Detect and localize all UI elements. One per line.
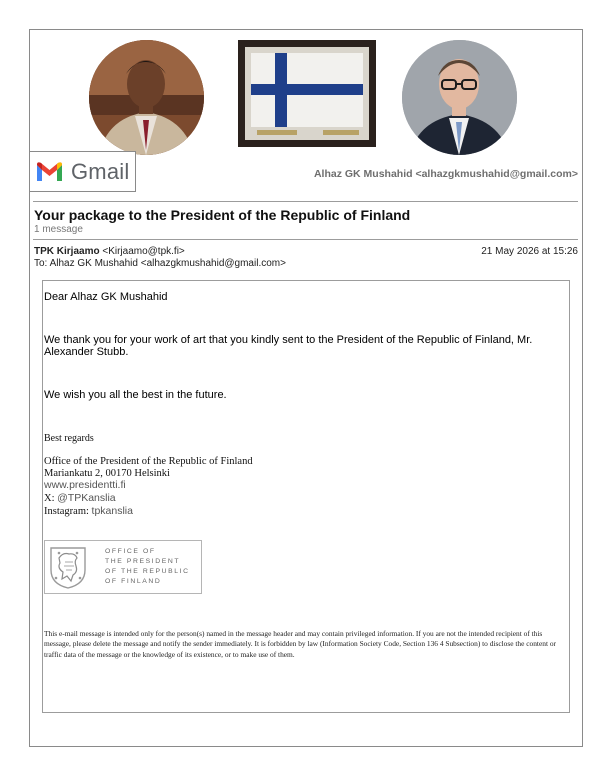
recipient-photo [402, 40, 517, 155]
signature-x-line [44, 493, 116, 505]
closing: Best regards [44, 433, 94, 444]
gmail-logo [29, 151, 136, 192]
gmail-wordmark: Gmail [71, 159, 130, 184]
recipient-line: To: Alhaz GK Mushahid <alhazgkmushahid@gmail.com> [34, 258, 286, 269]
sender-email: <Kirjaamo@tpk.fi> [102, 246, 185, 257]
signature-office: Office of the President of the Republic of Finland [44, 456, 253, 467]
sender-line [34, 246, 185, 257]
sender-portrait-image [89, 40, 204, 155]
x-label: X: [44, 493, 55, 504]
logo-text-line: THE PRESIDENT [105, 558, 181, 565]
salutation: Dear Alhaz GK Mushahid [44, 291, 168, 303]
body-paragraph-1: We thank you for your work of art that you kindly sent to the President of the Republic of Finland, Mr. Alexander Stubb. [44, 334, 533, 358]
legal-disclaimer: This e-mail message is intended only for the person(s) named in the message header and may contain privileged information. If you are not the intended recipient of this message, please delete the message and notify the sender immediately. It is forbidden by law (Information Society Code, Section 136 4 Subsection) to disclose the content or traffic data of the message or the knowledge of its existence, or to make use of them. [44, 629, 557, 659]
instagram-label: Instagram: [44, 506, 89, 517]
finnish-lion-coat-of-arms-icon [47, 544, 89, 590]
message-count: 1 message [34, 224, 83, 235]
framed-flag-artwork [238, 40, 376, 147]
signature-website-line [44, 480, 126, 492]
header-divider [33, 201, 578, 202]
gmail-m-logo-icon [35, 160, 64, 183]
instagram-handle-link[interactable]: tpkanslia [91, 505, 133, 517]
logo-text-line: OF FINLAND [105, 578, 162, 585]
finland-flag-artwork-image [245, 47, 369, 140]
website-link[interactable]: www.presidentti.fi [44, 479, 126, 491]
subject-divider [33, 239, 578, 240]
email-date: 21 May 2026 at 15:26 [481, 246, 578, 257]
signature-instagram-line [44, 506, 133, 518]
sender-photo [89, 40, 204, 155]
email-subject: Your package to the President of the Republic of Finland [34, 207, 411, 223]
x-handle-link[interactable]: @TPKanslia [57, 492, 116, 504]
account-email: Alhaz GK Mushahid <alhazgkmushahid@gmail.com> [313, 168, 578, 180]
signature-address: Mariankatu 2, 00170 Helsinki [44, 468, 170, 479]
logo-text-line: OF THE REPUBLIC [105, 568, 190, 575]
body-paragraph-2: We wish you all the best in the future. [44, 389, 227, 401]
sender-name: TPK Kirjaamo [34, 246, 100, 257]
president-portrait-image [402, 40, 517, 155]
logo-text-line: OFFICE OF [105, 548, 156, 555]
office-logo [44, 540, 202, 594]
